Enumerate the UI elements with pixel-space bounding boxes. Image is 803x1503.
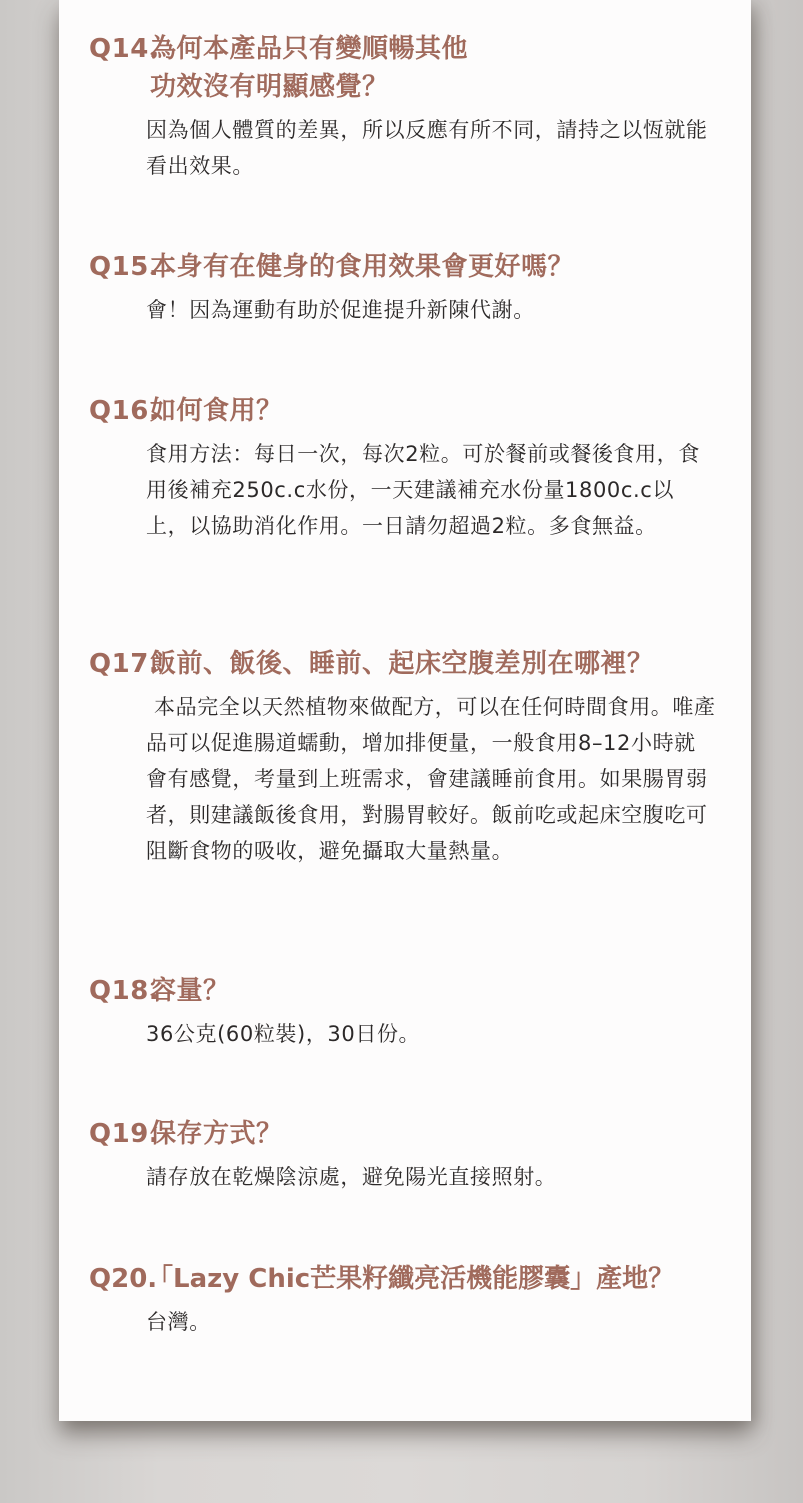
question-number: Q17. (89, 649, 160, 679)
faq-item-19 (89, 1115, 749, 1195)
question-number: Q16. (89, 396, 160, 426)
faq-answer: 因為個人體質的差異，所以反應有所不同，請持之以恆就能看出效果。 (146, 118, 708, 178)
question-number: Q14. (89, 34, 160, 64)
faq-question (89, 645, 749, 683)
question-text: 「Lazy Chic芒果籽纖亮活機能膠囊」產地？ (147, 1264, 675, 1294)
faq-answer: 36公克(60粒裝)，30日份。 (146, 1022, 421, 1046)
question-text: 飯前、飯後、睡前、起床空腹差別在哪裡？ (150, 649, 654, 679)
faq-item-18 (89, 972, 749, 1052)
faq-question (89, 392, 749, 430)
faq-question (89, 1115, 749, 1153)
faq-card (59, 0, 751, 1421)
question-number: Q19. (89, 1119, 160, 1149)
faq-item-16 (89, 392, 749, 544)
question-number: Q15. (89, 252, 160, 282)
faq-answer: 台灣。 (146, 1310, 211, 1334)
faq-item-17 (89, 645, 749, 869)
question-number: Q20. (89, 1264, 158, 1294)
faq-item-20 (89, 1260, 749, 1340)
faq-item-14 (89, 30, 749, 184)
faq-item-15 (89, 248, 749, 328)
faq-question (89, 30, 749, 106)
question-text: 保存方式？ (150, 1119, 283, 1149)
faq-answer: 會！因為運動有助於促進提升新陳代謝。 (146, 298, 535, 322)
question-text: 如何食用？ (150, 396, 283, 426)
question-text: 容量？ (150, 976, 230, 1006)
faq-answer: 本品完全以天然植物來做配方，可以在任何時間食用。唯產品可以促進腸道蠕動，增加排便量，一般食用8–12小時就會有感覺，考量到上班需求，會建議睡前食用。如果腸胃弱者，則建議飯後食用，對腸胃較好。飯前吃或起床空腹吃可阻斷食物的吸收，避免攝取大量熱量。 (146, 695, 716, 863)
faq-question (89, 248, 749, 286)
faq-question (89, 972, 749, 1010)
question-text: 本身有在健身的食用效果會更好嗎？ (150, 252, 575, 282)
faq-answer: 食用方法：每日一次，每次2粒。可於餐前或餐後食用，食用後補充250c.c水份，一天建議補充水份量1800c.c以上，以協助消化作用。一日請勿超過2粒。多食無益。 (146, 442, 700, 538)
question-number: Q18. (89, 976, 160, 1006)
faq-question (89, 1260, 749, 1298)
question-text: 為何本產品只有變順暢其他功效沒有明顯感覺？ (150, 34, 469, 102)
faq-answer: 請存放在乾燥陰涼處，避免陽光直接照射。 (146, 1165, 557, 1189)
